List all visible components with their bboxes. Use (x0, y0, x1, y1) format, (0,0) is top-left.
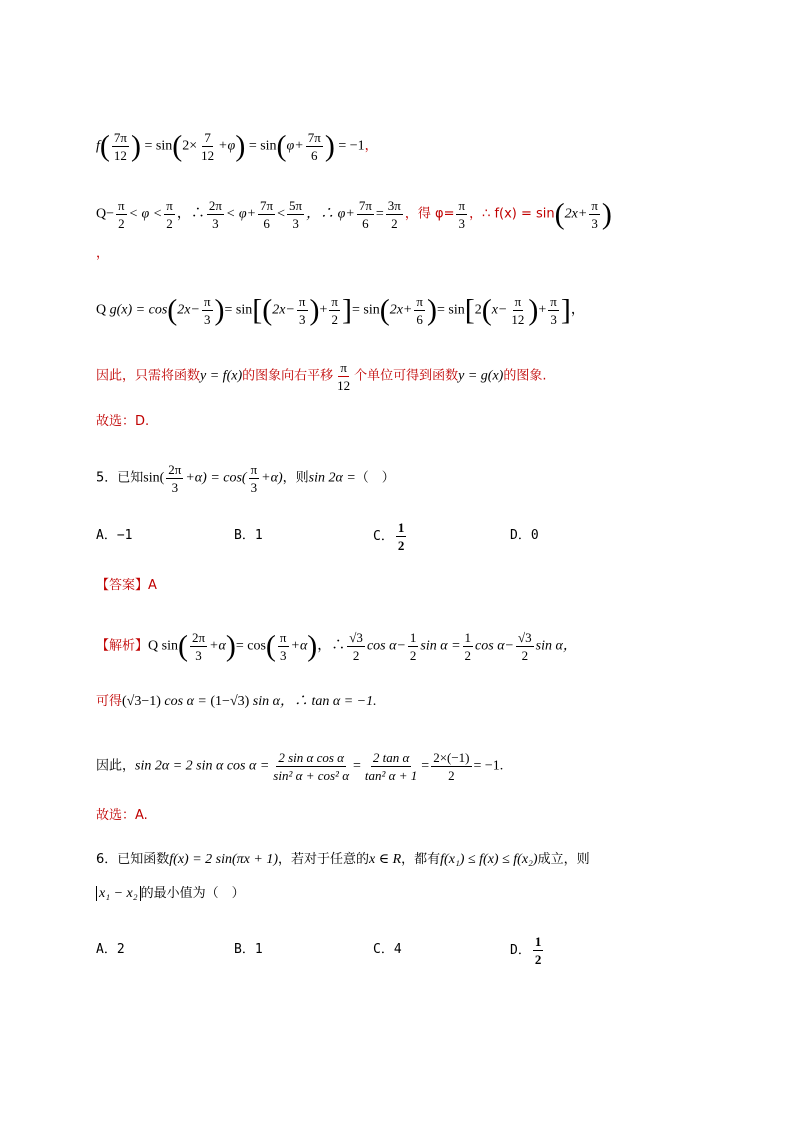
q5-answer: 【答案】A (96, 578, 157, 593)
frac-7pi-12: $\frac{7\pi}{12}$ (113, 130, 127, 163)
q5-option-b[interactable]: B．1 (234, 528, 263, 543)
conclusion-line: 因此，只需将函数y = f(x)的图象向右平移 $\frac{\pi}{12}$ 个单位可得到函数y = g(x)的图象. (96, 360, 547, 393)
solution-line-3: Q g(x) = cos(2x− $\frac{\pi}{3}$ )= sin[(2x− $\frac{\pi}{3}$ )+ $\frac{\pi}{2}$ ]= sin(2x+ $\frac{\pi}{6}$ )= sin[2(x− $\frac{\pi}{12}$ )+ $\frac{\pi}{3}$ ]， (96, 293, 585, 327)
q5-stem: 5．已知sin( $\frac{2\pi}{3}$ +α) = cos( $\frac{\pi}{3}$ +α)，则sin 2α =（ ） (96, 462, 395, 495)
q6-option-d[interactable]: D． $\frac{1}{2}$ (510, 934, 542, 967)
q5-choice: 故选：A. (96, 808, 148, 823)
q6-stem: 6．已知函数f(x) = 2 sin(πx + 1)，若对于任意的x ∈ R，都有f(x₁) ≤ f(x) ≤ f(x₂)成立，则 (96, 852, 590, 867)
q6-option-b[interactable]: B．1 (234, 942, 263, 957)
solution-line-2: Q− $\frac{\pi}{2}$ < φ < $\frac{\pi}{2}$ ，∴ $\frac{2\pi}{3}$ < φ+ $\frac{7\pi}{6}$ < $\frac{5\pi}{3}$ ，∴ φ+ $\frac{7\pi}{6}$ = $\frac{3\pi}{2}$ ，得 φ= $\frac{\pi}{3}$ ，∴ f(x) = sin(2x+ $\frac{\pi}{3}$ ) (96, 197, 612, 231)
q5-option-a[interactable]: A．−1 (96, 528, 133, 543)
choice-prev: 故选：D. (96, 414, 150, 429)
q6-option-c[interactable]: C．4 (373, 942, 402, 957)
q5-derive: 可得(√3−1) cos α = (1−√3) sin α，∴ tan α = −1. (96, 694, 377, 709)
f-symbol: f (96, 138, 100, 154)
q5-so: 因此，sin 2α = 2 sin α cos α = $\frac{\text{2 sin α cos α}}{\text{sin² α + cos² α}}$ = $\frac{\text{2 tan α}}{\text{tan² α + 1}}$ = $\frac{2\times(-1)}{2}$ = −1. (96, 750, 504, 783)
q5-option-c[interactable]: C． $\frac{1}{2}$ (373, 520, 405, 553)
q6-option-a[interactable]: A．2 (96, 942, 125, 957)
q5-option-d[interactable]: D．0 (510, 528, 539, 543)
q5-analysis: 【解析】Q sin( $\frac{2\pi}{3}$ +α)= cos( $\frac{\pi}{3}$ +α)，∴ $\frac{√3}{2}$ cos α− $\frac{1}{2}$ sin α = $\frac{1}{2}$ cos α− $\frac{√3}{2}$ sin α， (96, 629, 577, 663)
solution-line-2-comma: ， (96, 246, 110, 261)
solution-line-1: f( $\frac{7\pi}{12}$ ) = sin(2× $\frac{7}{12}$ +φ) = sin(φ+ $\frac{7\pi}{6}$ ) = −1， (96, 129, 378, 163)
q6-stem-line2: x₁ − x₂ 的最小值为（ ） (96, 884, 245, 904)
